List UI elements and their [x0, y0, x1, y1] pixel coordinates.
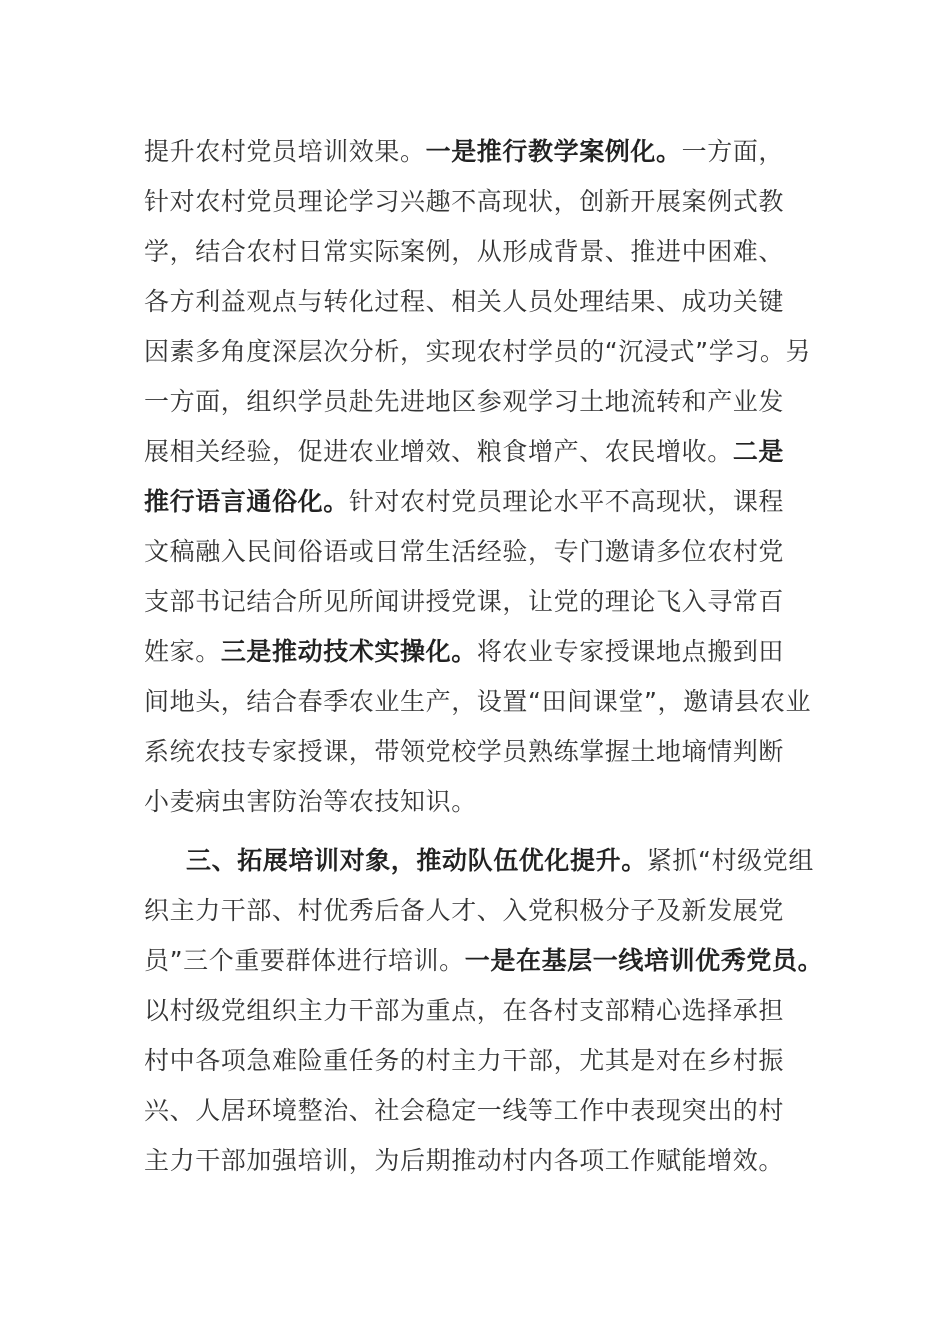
body-text: 将农业专家授课地点搬到田 — [476, 637, 785, 666]
text-line — [144, 327, 844, 377]
text-line — [144, 727, 844, 777]
body-text: 支部书记结合所见所闻讲授党课，让党的理论飞入寻常百 — [144, 587, 785, 616]
body-text: 小麦病虫害防治等农技知识。 — [144, 787, 477, 816]
text-line — [144, 127, 844, 177]
body-text: 提升农村党员培训效果。 — [144, 137, 426, 166]
body-text: 兴、人居环境整治、社会稳定一线等工作中表现突出的村 — [144, 1096, 785, 1125]
body-text: 紧抓“村级党组 — [646, 846, 814, 875]
text-line — [144, 477, 844, 527]
bold-heading-text: 一是在基层一线培训优秀党员。 — [464, 946, 824, 975]
text-line — [144, 227, 844, 277]
body-text: 织主力干部、村优秀后备人才、入党积极分子及新发展党 — [144, 896, 785, 925]
body-text: 学，结合农村日常实际案例，从形成背景、推进中困难、 — [144, 237, 785, 266]
body-text: 系统农技专家授课，带领党校学员熟练掌握土地墒情判断 — [144, 737, 785, 766]
bold-heading-text: 三、拓展培训对象，推动队伍优化提升。 — [186, 846, 647, 875]
text-line — [144, 177, 844, 227]
text-line — [144, 1036, 844, 1086]
text-line — [144, 427, 844, 477]
body-text: 一方面，组织学员赴先进地区参观学习土地流转和产业发 — [144, 387, 785, 416]
body-text: 针对农村党员理论学习兴趣不高现状，创新开展案例式教 — [144, 187, 785, 216]
body-text: 姓家。 — [144, 637, 221, 666]
body-text: 文稿融入民间俗语或日常生活经验，专门邀请多位农村党 — [144, 537, 785, 566]
text-line — [144, 986, 844, 1036]
bold-heading-text: 二是 — [732, 437, 785, 466]
text-line — [144, 1136, 844, 1186]
body-text: 展相关经验，促进农业增效、粮食增产、农民增收。 — [144, 437, 733, 466]
bold-heading-text: 一是推行教学案例化。 — [425, 137, 682, 166]
text-line — [144, 527, 844, 577]
body-text: 主力干部加强培训，为后期推动村内各项工作赋能增效。 — [144, 1146, 785, 1175]
bold-heading-text: 推行语言通俗化。 — [144, 487, 349, 516]
body-text: 针对农村党员理论水平不高现状，课程 — [348, 487, 785, 516]
text-line — [144, 936, 844, 986]
body-text: 因素多角度深层次分析，实现农村学员的“沉浸式”学习。另 — [144, 337, 812, 366]
paragraph-expand-training-targets — [144, 836, 844, 1186]
text-line — [144, 627, 844, 677]
body-text: 村中各项急难险重任务的村主力干部，尤其是对在乡村振 — [144, 1046, 785, 1075]
text-line — [144, 886, 844, 936]
text-line — [144, 777, 844, 827]
body-text: 一方面， — [681, 137, 785, 166]
body-text: 员”三个重要群体进行培训。 — [144, 946, 465, 975]
text-line — [144, 1086, 844, 1136]
bold-heading-text: 三是推动技术实操化。 — [220, 637, 477, 666]
text-line — [144, 277, 844, 327]
body-text: 间地头，结合春季农业生产，设置“田间课堂”，邀请县农业 — [144, 687, 812, 716]
body-text: 以村级党组织主力干部为重点，在各村支部精心选择承担 — [144, 996, 785, 1025]
text-line — [144, 377, 844, 427]
text-line — [144, 577, 844, 627]
text-line — [144, 836, 844, 886]
body-text: 各方利益观点与转化过程、相关人员处理结果、成功关键 — [144, 287, 785, 316]
text-line — [144, 677, 844, 727]
paragraph-training-effectiveness — [144, 127, 844, 827]
